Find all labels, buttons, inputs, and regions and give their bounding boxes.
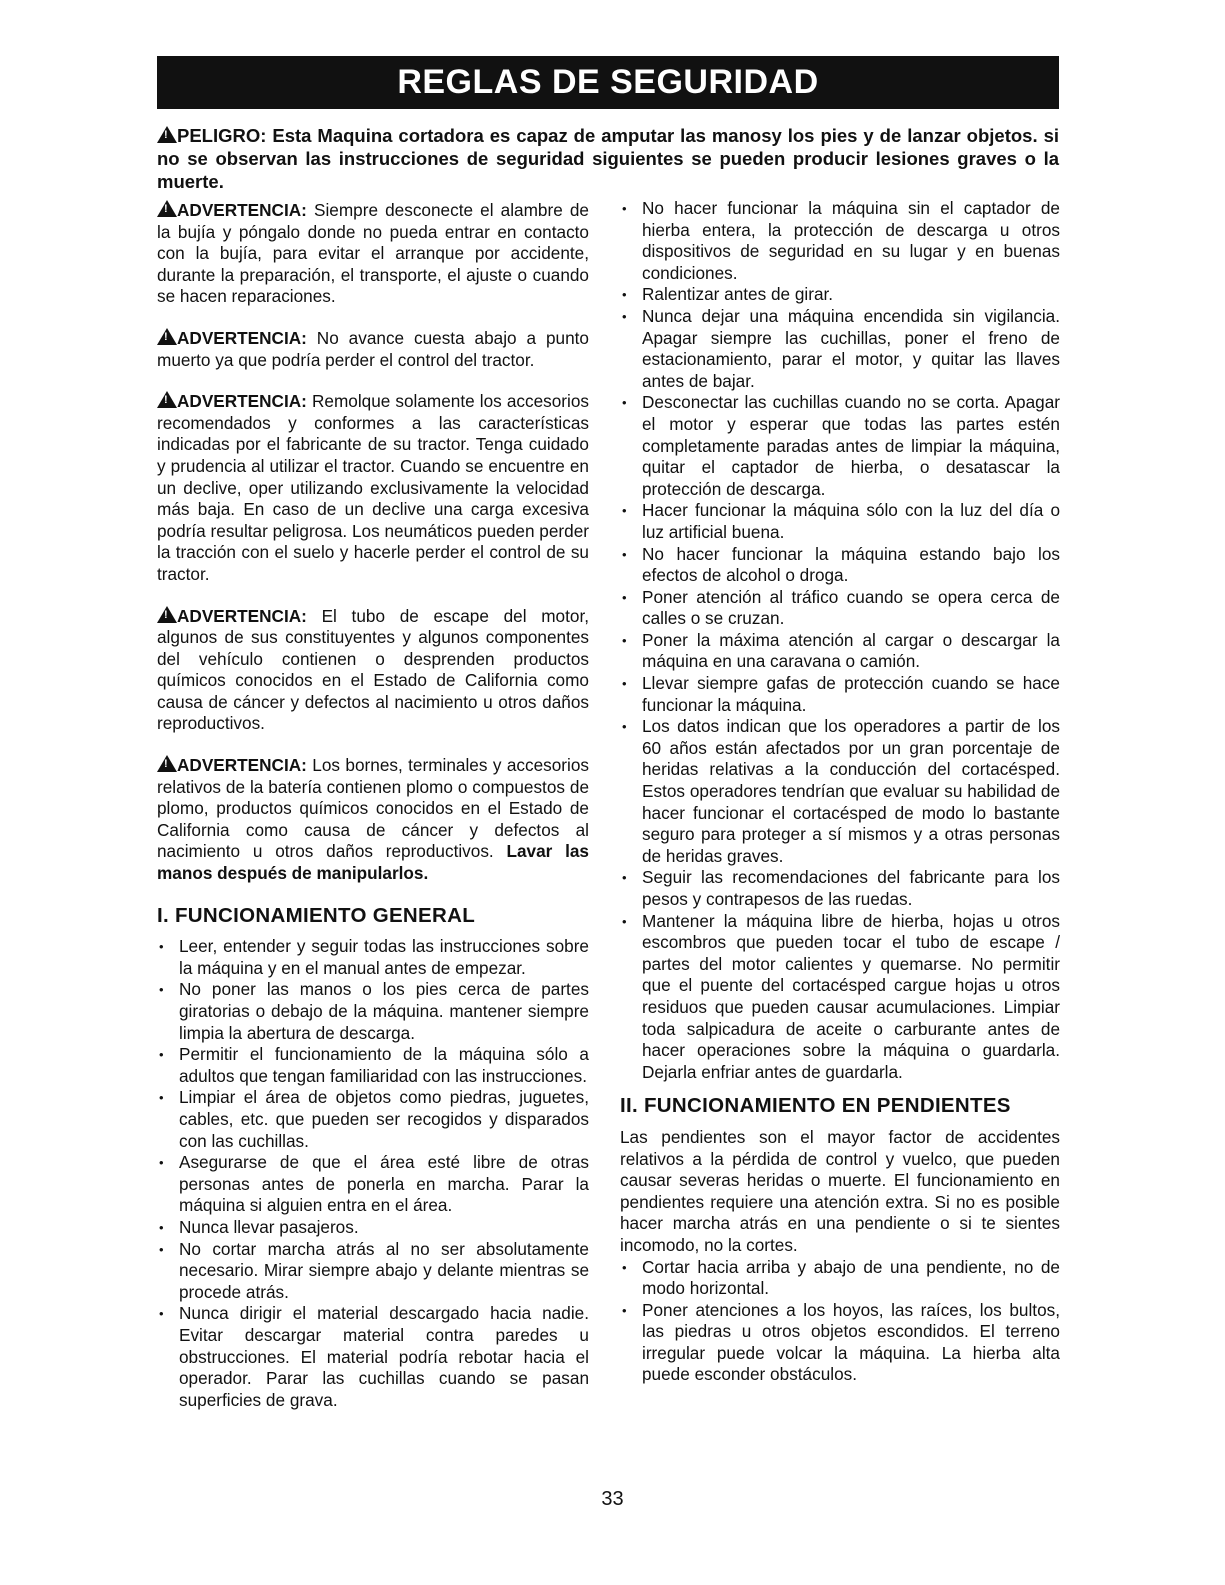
general-rules-list xyxy=(157,936,589,1411)
list-item: • Hacer funcionar la máquina sólo con la luz del día o luz artificial buena. xyxy=(620,500,1060,543)
list-item: • Poner atenciones a los hoyos, las raíces, los bultos, las piedras u otros objetos escondidos. El terreno irregular puede volcar la máquina. La hierba alta puede esconder obstáculos. xyxy=(620,1300,1060,1386)
general-rules-list-continued xyxy=(620,198,1060,1083)
list-item: • Nunca llevar pasajeros. xyxy=(157,1217,589,1239)
warning-text: Los bornes, terminales y accesorios relativos de la batería contienen plomo o compuestos de plomo, productos químicos conocidos en el Estado de California como causa de cáncer y defectos al nacimiento u otros daños reproductivos. xyxy=(157,755,590,862)
danger-text: Esta Maquina cortadora es capaz de amputar las manosy los pies y de lanzar objetos. si no se observan las instrucciones de seguridad siguientes se pueden producir lesiones graves o la muerte. xyxy=(157,125,1059,192)
warning-text: Siempre desconecte el alambre de la bujía y póngalo donde no pueda entrar en contacto con la bujía, para evitar el arranque por accidente, durante la preparación, el transporte, el ajuste o cuando se hacen reparaciones. xyxy=(157,200,589,307)
danger-statement xyxy=(157,124,1059,193)
warning-label: ADVERTENCIA: xyxy=(177,200,307,220)
warning-label: ADVERTENCIA: xyxy=(177,391,307,412)
section-heading: II. FUNCIONAMIENTO EN PENDIENTES xyxy=(620,1094,1011,1118)
list-item: • No hacer funcionar la máquina sin el captador de hierba entera, la protección de descarga u otros dispositivos de seguridad en su lugar y en buenas condiciones. xyxy=(620,198,1060,284)
list-item: • Ralentizar antes de girar. xyxy=(620,284,1060,306)
list-item: • Llevar siempre gafas de protección cuando se hace funcionar la máquina. xyxy=(620,673,1060,716)
page-title-banner xyxy=(157,56,1059,109)
list-item: • Seguir las recomendaciones del fabricante para los pesos y contrapesos de las ruedas. xyxy=(620,867,1060,910)
page-title: REGLAS DE SEGURIDAD xyxy=(397,63,819,101)
list-item: • Cortar hacia arriba y abajo de una pendiente, no de modo horizontal. xyxy=(620,1257,1060,1300)
section-intro: Las pendientes son el mayor factor de accidentes relativos a la pérdida de control y vuelco, que pueden causar severas heridas o muerte. El funcionamiento en pendientes requiere una atención extra. Si no es posible hacer marcha atrás en una pendiente o si te sientes incomodo, no la cortes. xyxy=(620,1126,1060,1255)
list-item: • Mantener la máquina libre de hierba, hojas u otros escombros que pueden tocar el tubo de escape / partes del motor calientes y quemarse. No permitir que el puente del cortacésped cargue hojas u otros residuos que pueden causar acumulaciones. Limpiar toda salpicadura de aceite o carburante antes de hacer operaciones sobre la máquina o guardarla. Dejarla enfriar antes de guardarla. xyxy=(620,911,1060,1084)
warning-label: ADVERTENCIA: xyxy=(177,755,307,776)
warning-triangle-icon xyxy=(157,200,177,217)
warning-paragraph xyxy=(157,200,589,308)
list-item: • Poner la máxima atención al cargar o descargar la máquina en una caravana o camión. xyxy=(620,630,1060,673)
list-item: • No hacer funcionar la máquina estando bajo los efectos de alcohol o droga. xyxy=(620,544,1060,587)
list-item: • Limpiar el área de objetos como piedras, juguetes, cables, etc. que pueden ser recogidos y disparados con las cuchillas. xyxy=(157,1087,589,1152)
list-item: • No poner las manos o los pies cerca de partes giratorias o debajo de la máquina. mantener siempre limpia la abertura de descarga. xyxy=(157,979,589,1044)
warning-label: ADVERTENCIA: xyxy=(177,327,307,348)
page-number: 33 xyxy=(601,1488,624,1510)
warning-paragraph xyxy=(157,391,589,585)
list-item: • Asegurarse de que el área esté libre de otras personas antes de ponerla en marcha. Parar la máquina si alguien entra en el área. xyxy=(157,1152,589,1217)
slope-rules-list xyxy=(620,1257,1060,1387)
danger-label: PELIGRO: xyxy=(177,125,267,146)
warning-label: ADVERTENCIA: xyxy=(177,605,307,626)
list-item: • Nunca dirigir el material descargado hacia nadie. Evitar descargar material contra paredes u obstrucciones. El material podría rebotar hacia el operador. Parar las cuchillas cuando se pasan superficies de grava. xyxy=(157,1303,589,1411)
warning-paragraph xyxy=(157,606,589,736)
list-item: • Nunca dejar una máquina encendida sin vigilancia. Apagar siempre las cuchillas, poner el freno de estacionamiento, parar el motor, y quitar las llaves antes de bajar. xyxy=(620,306,1060,392)
warning-triangle-icon xyxy=(157,391,177,408)
warning-triangle-icon xyxy=(157,606,177,623)
warning-text: El tubo de escape del motor, algunos de sus constituyentes y algunos componentes del vehículo contienen o desprenden productos químicos conocidos en el Estado de California como causa de cáncer y defectos al nacimiento u otros daños reproductivos. xyxy=(157,605,589,734)
warning-triangle-icon xyxy=(157,126,177,143)
warning-triangle-icon xyxy=(157,755,177,772)
list-item: • Permitir el funcionamiento de la máquina sólo a adultos que tengan familiaridad con las instrucciones. xyxy=(157,1044,589,1087)
warning-bold-instruction: Lavar las manos después de manipularlos. xyxy=(157,841,589,884)
left-column xyxy=(157,200,589,1411)
right-column xyxy=(620,198,1060,1386)
list-item: • Leer, entender y seguir todas las instrucciones sobre la máquina y en el manual antes de empezar. xyxy=(157,936,589,979)
warning-paragraph xyxy=(157,328,589,371)
warning-text: No avance cuesta abajo a punto muerto ya que podría perder el control del tractor. xyxy=(157,327,589,370)
warning-text: Remolque solamente los accesorios recomendados y conformes a las características indicadas por el fabricante de su tractor. Tenga cuidado y prudencia al utilizar el tractor. Cuando se encuentre en un declive, oper utilizando exclusivamente la velocidad más baja. En caso de un declive una carga excesiva podría resultar peligrosa. Los neumáticos pueden perder la tracción con el suelo y hacerle perder el control de su tractor. xyxy=(157,391,589,584)
list-item: • Poner atención al tráfico cuando se opera cerca de calles o se cruzan. xyxy=(620,587,1060,630)
list-item: • Los datos indican que los operadores a partir de los 60 años están afectados por un gran porcentaje de heridas relativas a la conducción del cortacésped. Estos operadores tendrían que evaluar su habilidad de hacer funcionar el cortacésped de modo lo bastante seguro para proteger a sí mismos y a otras personas de heridas graves. xyxy=(620,716,1060,867)
list-item: • No cortar marcha atrás al no ser absolutamente necesario. Mirar siempre abajo y delante mientras se procede atrás. xyxy=(157,1239,589,1304)
list-item: • Desconectar las cuchillas cuando no se corta. Apagar el motor y esperar que todas las partes estén completamente paradas antes de limpiar la máquina, quitar el captador de hierba, o desatascar la protección de descarga. xyxy=(620,392,1060,500)
warning-triangle-icon xyxy=(157,328,177,345)
warning-paragraph xyxy=(157,755,589,885)
section-heading: I. FUNCIONAMIENTO GENERAL xyxy=(157,903,476,927)
